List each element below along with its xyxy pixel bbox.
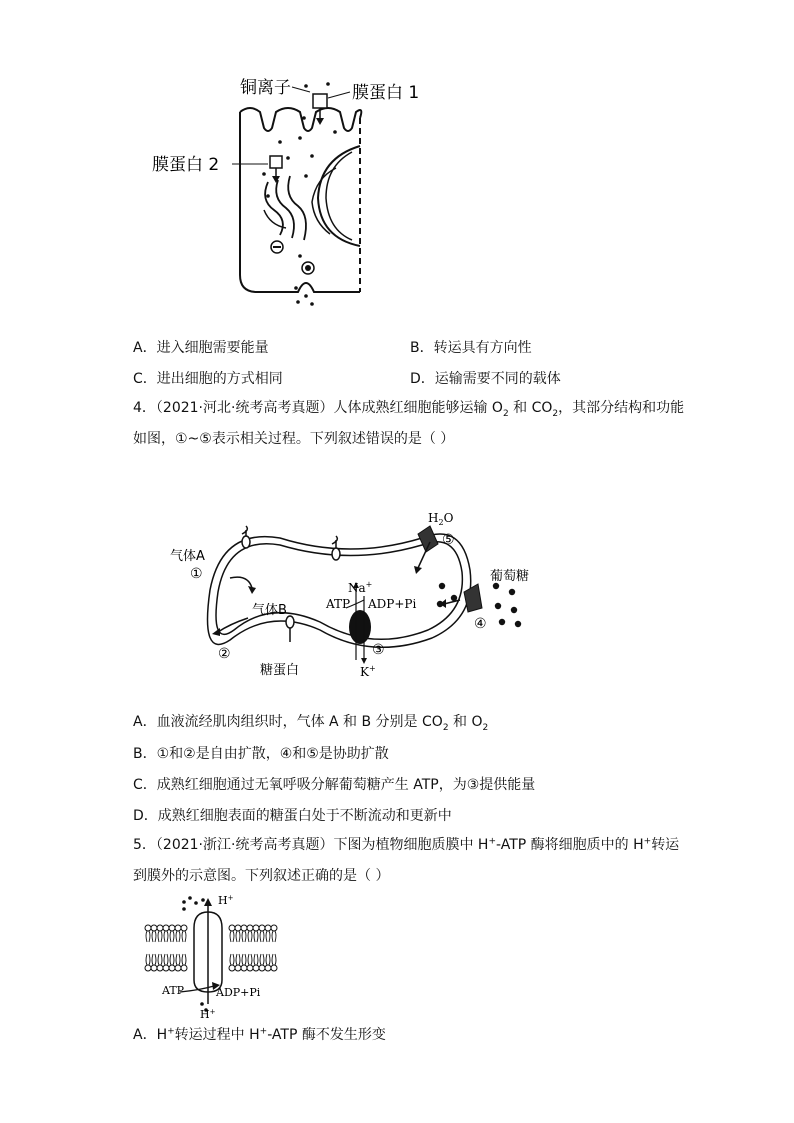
q5-number: 5． xyxy=(133,837,156,853)
label-circle-5: ⑤ xyxy=(442,532,455,548)
q4-stem xyxy=(133,393,685,455)
figure-h-atpase xyxy=(140,892,290,1020)
q4-stem-line2: 如图，①~⑤表示相关过程。下列叙述错误的是（ ） xyxy=(133,431,455,447)
label-gas-a: 气体A xyxy=(170,549,205,564)
q5-source: （2021·浙江·统考高考真题） xyxy=(155,837,334,853)
label-adp-pi-q5: ADP+Pi xyxy=(216,986,261,999)
q5-stem-line1: 5．（2021·浙江·统考高考真题）下图为植物细胞质膜中 H+-ATP 酶将细胞质中的 H+转运 xyxy=(133,836,680,853)
label-sodium: Na+ xyxy=(348,580,373,595)
label-membrane-protein-1: 膜蛋白 1 xyxy=(352,83,420,103)
label-circle-4: ④ xyxy=(474,616,487,632)
q4-option-d[interactable]: D．成熟红细胞表面的糖蛋白处于不断流动和更新中 xyxy=(133,808,452,824)
label-adp-pi: ADP+Pi xyxy=(368,597,417,611)
q4-number: 4． xyxy=(133,400,156,416)
label-membrane-protein-2: 膜蛋白 2 xyxy=(152,155,220,175)
label-water: $H_2O$ xyxy=(428,511,454,527)
q4-option-c[interactable]: C．成熟红细胞通过无氧呼吸分解葡萄糖产生 ATP，为③提供能量 xyxy=(133,777,536,793)
q4-source: （2021·河北·统考高考真题） xyxy=(155,400,334,416)
label-h-in: H+ xyxy=(200,1008,216,1020)
figure-copper-transport xyxy=(140,70,440,310)
label-circle-3: ③ xyxy=(372,642,385,658)
q5-option-a[interactable]: A．H+转运过程中 H+-ATP 酶不发生形变 xyxy=(133,1026,386,1043)
label-potassium: K+ xyxy=(360,664,376,679)
label-atp: ATP xyxy=(326,597,351,611)
q4-option-a[interactable]: A．血液流经肌肉组织时，气体 A 和 B 分别是 $CO_2$ 和 $O_2$ xyxy=(133,714,489,733)
q3-option-a[interactable]: A．进入细胞需要能量 xyxy=(133,340,269,356)
label-atp-q5: ATP xyxy=(162,984,185,997)
label-glycoprotein: 糖蛋白 xyxy=(260,663,300,678)
q4-option-b[interactable]: B．①和②是自由扩散，④和⑤是协助扩散 xyxy=(133,746,389,762)
q3-option-b[interactable]: B．转运具有方向性 xyxy=(410,340,532,356)
q4-stem-line1: 4．（2021·河北·统考高考真题）人体成熟红细胞能够运输 $O_2$ 和 $CO_2$，其部分结构和功能 xyxy=(133,400,685,419)
label-circle-1: ① xyxy=(190,566,203,582)
label-circle-2: ② xyxy=(218,646,231,662)
figure-red-blood-cell xyxy=(160,500,560,690)
q3-option-d[interactable]: D．运输需要不同的载体 xyxy=(410,371,561,387)
label-copper-ion: 铜离子 xyxy=(240,78,291,98)
label-h-out: H+ xyxy=(218,894,234,907)
label-gas-b: 气体B xyxy=(252,603,287,618)
q5-stem xyxy=(133,830,680,892)
q5-stem-line2: 到膜外的示意图。下列叙述正确的是（ ） xyxy=(133,868,390,884)
label-glucose: 葡萄糖 xyxy=(490,569,530,584)
q3-option-c[interactable]: C．进出细胞的方式相同 xyxy=(133,371,283,387)
